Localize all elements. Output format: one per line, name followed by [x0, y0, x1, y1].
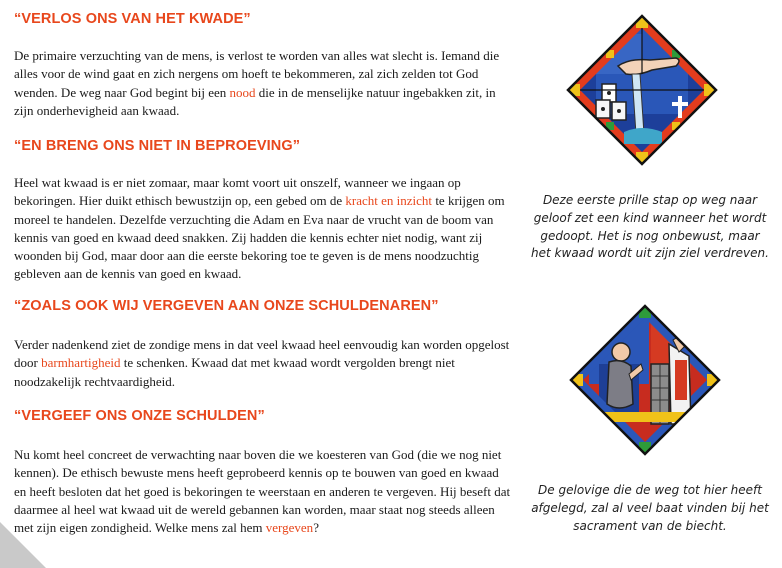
paragraph-text: Heel wat kwaad is er niet zomaar, maar komt voort uit onszelf, wanneer we ingaan op bekoringen. Hier duikt ethisch bewustzijn op, een gebed om de: [14, 175, 461, 209]
highlight-word: vergeven: [265, 520, 314, 536]
stained-glass-baptism-icon: [566, 14, 718, 166]
highlight-word: kracht en inzicht: [345, 193, 433, 209]
section-paragraph-schuldenaren: [14, 336, 511, 391]
paragraph-text: De primaire verzuchting van de mens, is verlost te worden van alles wat slecht is. Iemand die alles voor de wind gaat en zich nergens om hoeft te bekommeren, zal zich zelden tot God wenden. De weg naar God begint bij een: [14, 48, 500, 100]
paragraph-text: te krijgen om moreel te handelen. Dezelfde verzuchting die Adam en Eva naar de vrucht van de boom van kennis van goed en kwaad deed snakken. Zij hadden die kennis echter niet nodig, want zij woonden bij God, maar door aan die eerste bekoring toe te geven is de mens noodzuchtig gebleven aan de kennis van goed en kwaad.: [14, 193, 505, 282]
section-paragraph-schulden: [14, 446, 511, 537]
stained-glass-confession-icon: [569, 304, 721, 456]
highlight-word: barmhartigheid: [41, 355, 121, 371]
paragraph-text: te schenken. Kwaad dat met kwaad wordt vergolden brengt niet noodzakelijk rechtvaardigheid.: [14, 355, 455, 389]
paragraph-text: Nu komt heel concreet de verwachting naar boven die we koesteren van God (die we nog niet kennen). De ethisch bewuste mens heeft geprobeerd kennis op te bouwen van goed en kwaad en heeft besloten dat het goed is bekoringen te weerstaan en anderen te vergeven. Hij beseft dat daarmee al heel wat kwaad uit de wereld gebannen kan worden, maar staat nog steeds alleen met zijn eigen zondigheid. Welke mens zal hem: [14, 447, 511, 536]
section-heading-verlos: “VERLOS ONS VAN HET KWADE”: [14, 11, 251, 27]
section-paragraph-verlos: [14, 47, 509, 120]
caption-baptism: Deze eerste prille stap op weg naar geloof zet een kind wanneer het wordt gedoopt. Het is nog onbewust, maar het kwaad wordt uit zijn ziel verdreven.: [531, 193, 769, 261]
section-heading-schuldenaren: “ZOALS OOK WIJ VERGEVEN AAN ONZE SCHULDENAREN”: [14, 298, 439, 314]
paragraph-text: die in de menselijke natuur ingebakken zit, in zijn onderhevigheid aan kwaad.: [14, 84, 496, 118]
section-heading-beproeving: “EN BRENG ONS NIET IN BEPROEVING”: [14, 138, 301, 154]
caption-confession: De gelovige die de weg tot hier heeft afgelegd, zal al veel baat vinden bij het sacrament van de biecht.: [531, 483, 769, 533]
section-paragraph-beproeving: [14, 174, 511, 284]
section-heading-schulden: “VERGEEF ONS ONZE SCHULDEN”: [14, 408, 265, 424]
page-corner-decoration: [0, 522, 46, 568]
highlight-word: nood: [229, 84, 256, 100]
paragraph-text: Verder nadenkend ziet de zondige mens in dat veel kwaad heel eenvoudig kan worden opgelost door: [14, 337, 510, 371]
paragraph-text: ?: [313, 520, 319, 536]
